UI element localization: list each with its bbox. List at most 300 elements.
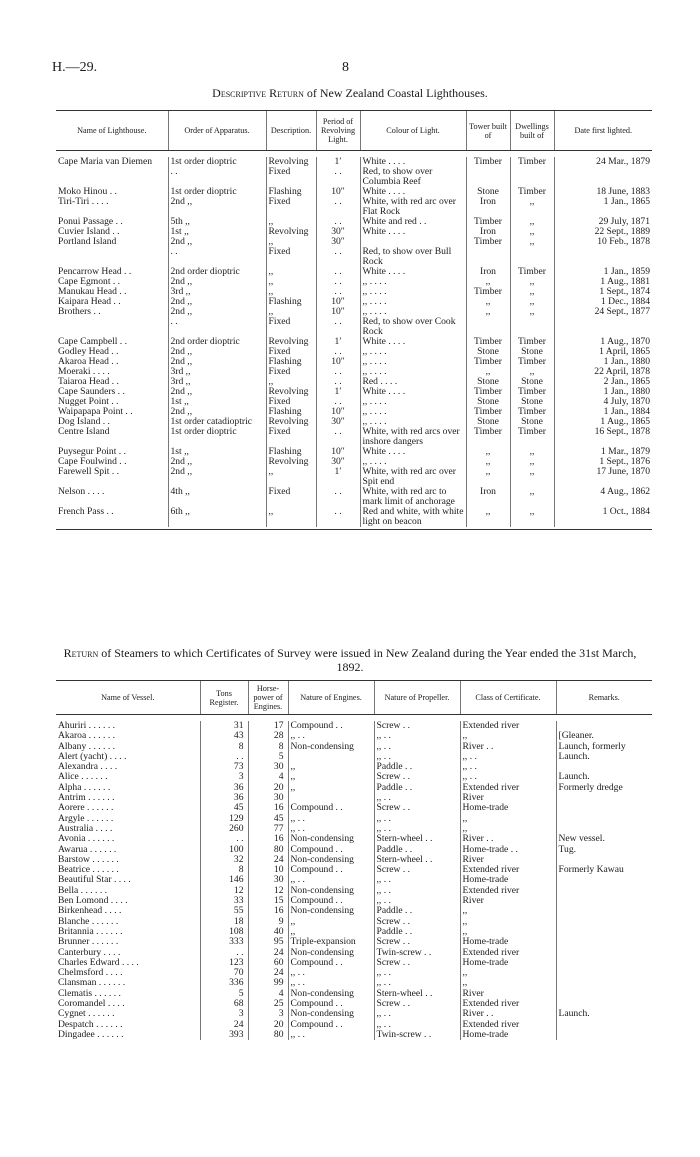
steamer-cell: ,,	[460, 917, 556, 927]
lighthouse-row	[56, 397, 652, 407]
lighthouse-cell: 5th ,,	[168, 217, 266, 227]
lighthouse-cell: Revolving	[266, 157, 316, 167]
steamer-cell: ,, . .	[288, 731, 374, 741]
steamer-cell: Ahuriri . . . . . .	[58, 720, 116, 731]
steamer-cell: Alert (yacht) . . . .	[58, 750, 127, 762]
steamer-cell: 40	[248, 927, 288, 937]
steamer-cell: Non-condensing	[288, 989, 374, 999]
lighthouse-cell: Timber	[466, 157, 510, 167]
lighthouse-cell: ,,	[266, 377, 316, 387]
steamer-cell: Bella . . . . . .	[58, 884, 108, 896]
lighthouse-cell: Portland Island	[58, 236, 117, 247]
steamer-cell: Home-trade	[460, 958, 556, 968]
lighthouse-cell	[56, 167, 168, 187]
lighthouse-cell: 30″	[316, 417, 360, 427]
lighthouse-cell: ,, . . . .	[360, 397, 466, 407]
lighthouse-cell: ,,	[266, 467, 316, 487]
steamer-cell: Avonia . . . . . .	[58, 833, 115, 845]
steamer-cell: 5	[200, 989, 248, 999]
lighthouse-cell: Nelson . . . .	[58, 486, 105, 497]
steamer-cell: Twin-screw . .	[374, 1030, 460, 1040]
steamer-cell: Launch, formerly	[556, 742, 652, 752]
steamer-cell: Birkenhead . . . .	[58, 905, 122, 917]
lighthouse-cell: 10 Feb., 1878	[554, 237, 652, 247]
lighthouse-cell: Timber	[510, 337, 554, 347]
steamer-cell: 12	[248, 886, 288, 896]
lighthouse-row	[56, 197, 652, 217]
steamer-cell: River	[460, 855, 556, 865]
steamer-cell: Argyle . . . . . .	[58, 812, 114, 824]
lighthouse-cell: Cuvier Island . .	[58, 226, 120, 237]
lighthouse-cell	[554, 317, 652, 337]
lighthouse-cell: White, with red arc to mark limit of anchorage	[360, 487, 466, 507]
page-number: 8	[342, 60, 349, 75]
steamer-cell: 8	[200, 865, 248, 875]
lighthouse-row	[56, 347, 652, 357]
steamer-cell: 4	[248, 989, 288, 999]
lighthouse-cell: Revolving	[266, 227, 316, 237]
lighthouse-cell: Manukau Head . .	[58, 286, 127, 297]
lighthouse-cell: ,,	[510, 237, 554, 247]
steamer-cell: 129	[200, 814, 248, 824]
lighthouse-cell: 2nd ,,	[168, 197, 266, 217]
page-reference: H.—29.	[52, 60, 98, 75]
lighthouse-cell: Tiri-Tiri . . . .	[58, 196, 109, 207]
lighthouse-cell: 1′	[316, 467, 360, 487]
steamer-cell: Albany . . . . . .	[58, 740, 116, 752]
lighthouse-cell: White, with red arcs over inshore dangers	[360, 427, 466, 447]
lighthouse-cell: 1st order catadioptric	[168, 417, 266, 427]
lighthouse-row	[56, 337, 652, 347]
steamer-cell: Extended river	[460, 721, 556, 731]
steamer-cell: Non-condensing	[288, 906, 374, 916]
lighthouse-cell: Revolving	[266, 457, 316, 467]
steamer-cell: ,,	[288, 917, 374, 927]
lighthouse-cell: 1 Jan., 1859	[554, 267, 652, 277]
lighthouse-cell: 1st order dioptric	[168, 157, 266, 167]
lighthouse-cell: ,,	[266, 307, 316, 317]
lighthouse-row	[56, 307, 652, 317]
lighthouse-cell: 18 June, 1883	[554, 187, 652, 197]
lighthouse-cell: . .	[316, 287, 360, 297]
steamer-cell: ,, . .	[374, 886, 460, 896]
lighthouse-cell: 24 Sept., 1877	[554, 307, 652, 317]
steamer-cell	[556, 978, 652, 988]
steamer-row	[56, 989, 652, 999]
lighthouse-cell: ,, . . . .	[360, 297, 466, 307]
steamer-cell: Antrim . . . . . .	[58, 792, 115, 804]
lighthouse-row	[56, 467, 652, 487]
lighthouse-cell: ,,	[510, 287, 554, 297]
column-header: Order of Apparatus.	[168, 111, 266, 151]
lighthouse-cell: . .	[316, 247, 360, 267]
lighthouse-cell: 4 Aug., 1862	[554, 487, 652, 507]
lighthouse-cell: Taiaroa Head . .	[58, 376, 119, 387]
steamer-cell: 100	[200, 845, 248, 855]
steamer-cell: Compound . .	[288, 896, 374, 906]
lighthouse-cell	[510, 167, 554, 187]
lighthouse-cell: ,,	[510, 367, 554, 377]
lighthouse-cell: 22 Sept., 1889	[554, 227, 652, 237]
lighthouse-cell: Godley Head . .	[58, 346, 119, 357]
lighthouse-cell: Stone	[510, 397, 554, 407]
lighthouse-cell: Fixed	[266, 367, 316, 377]
lighthouse-cell: Revolving	[266, 417, 316, 427]
lighthouse-cell: . .	[168, 317, 266, 337]
lighthouse-cell: . .	[316, 427, 360, 447]
lighthouse-cell: 2nd ,,	[168, 457, 266, 467]
lighthouse-cell: 2 Jan., 1865	[554, 377, 652, 387]
lighthouse-cell: Centre Island	[58, 426, 110, 437]
lighthouse-cell: 6th ,,	[168, 507, 266, 527]
lighthouse-cell: ,,	[266, 277, 316, 287]
lighthouse-cell: Fixed	[266, 397, 316, 407]
lighthouse-row	[56, 277, 652, 287]
steamer-cell: 77	[248, 824, 288, 834]
lighthouse-cell: Timber	[510, 357, 554, 367]
steamer-row	[56, 783, 652, 793]
lighthouse-cell: Nugget Point . .	[58, 396, 119, 407]
steamer-cell: 73	[200, 762, 248, 772]
lighthouse-cell: ,, . . . .	[360, 347, 466, 357]
lighthouse-cell: 2nd ,,	[168, 467, 266, 487]
steamer-cell: 70	[200, 968, 248, 978]
steamer-cell: Australia . . . .	[58, 822, 113, 834]
steamer-cell: Clansman . . . . . .	[58, 977, 126, 989]
steamer-cell: Paddle . .	[374, 783, 460, 793]
lighthouse-cell: Timber	[510, 427, 554, 447]
lighthouse-cell: Timber	[510, 267, 554, 277]
column-header: Period of Revolving Light.	[316, 111, 360, 151]
lighthouse-cell: Puysegur Point . .	[58, 446, 126, 457]
lighthouse-cell: . .	[168, 167, 266, 187]
steamer-cell: ,,	[460, 906, 556, 916]
steamer-cell: River	[460, 989, 556, 999]
steamer-row	[56, 752, 652, 762]
lighthouse-row	[56, 237, 652, 247]
steamer-cell: ,,	[288, 762, 374, 772]
steamer-cell: Aorere . . . . . .	[58, 802, 114, 814]
lighthouse-cell: ,,	[466, 367, 510, 377]
steamer-cell: Extended river	[460, 1020, 556, 1030]
steamer-cell: Britannia . . . . . .	[58, 925, 123, 937]
lighthouse-cell: Flashing	[266, 297, 316, 307]
lighthouse-cell: ,,	[510, 487, 554, 507]
lighthouse-cell: ,,	[510, 507, 554, 527]
steamer-cell: Paddle . .	[374, 845, 460, 855]
steamer-cell: . .	[200, 948, 248, 958]
steamer-cell: Screw . .	[374, 999, 460, 1009]
steamer-cell: Non-condensing	[288, 855, 374, 865]
steamer-cell: Paddle . .	[374, 762, 460, 772]
lighthouse-cell	[510, 247, 554, 267]
column-header: Class of Certificate.	[460, 681, 556, 715]
lighthouse-cell: . .	[316, 507, 360, 527]
steamer-cell: Launch.	[556, 1009, 652, 1019]
steamer-cell: Stern-wheel . .	[374, 855, 460, 865]
lighthouse-cell: 10″	[316, 407, 360, 417]
lighthouse-cell: 2nd ,,	[168, 277, 266, 287]
steamer-cell: Non-condensing	[288, 948, 374, 958]
steamer-cell: 24	[200, 1020, 248, 1030]
steamer-cell: 24	[248, 948, 288, 958]
lighthouse-cell: 1 Aug., 1881	[554, 277, 652, 287]
steamer-cell	[556, 803, 652, 813]
lighthouse-row	[56, 187, 652, 197]
steamer-cell	[556, 875, 652, 885]
lighthouse-cell: Iron	[466, 267, 510, 277]
steamer-cell: 95	[248, 937, 288, 947]
lighthouse-cell: 2nd ,,	[168, 297, 266, 307]
steamer-cell: ,,	[288, 772, 374, 782]
lighthouse-cell: ,, . . . .	[360, 287, 466, 297]
lighthouse-cell: Iron	[466, 487, 510, 507]
steamer-cell	[556, 896, 652, 906]
column-header: Description.	[266, 111, 316, 151]
column-header: Tons Register.	[200, 681, 248, 715]
steamer-cell: Cygnet . . . . . .	[58, 1008, 115, 1020]
lighthouse-cell: 1 Jan., 1880	[554, 357, 652, 367]
steamer-cell: Clematis . . . . . .	[58, 987, 121, 999]
lighthouse-cell: ,,	[266, 287, 316, 297]
lighthouse-cell: 4 July, 1870	[554, 397, 652, 407]
steamer-cell: Twin-screw . .	[374, 948, 460, 958]
lighthouse-cell: Red and white, with white light on beacon	[360, 507, 466, 527]
steamer-cell: ,, . .	[374, 752, 460, 762]
steamer-cell: Compound . .	[288, 1020, 374, 1030]
lighthouse-cell: ,,	[466, 277, 510, 287]
lighthouse-cell: ,,	[466, 467, 510, 487]
steamer-cell: ,, . .	[374, 968, 460, 978]
steamer-cell: 30	[248, 793, 288, 803]
lighthouse-cell: 2nd order dioptric	[168, 337, 266, 347]
steamer-cell: 336	[200, 978, 248, 988]
lighthouse-cell: Dog Island . .	[58, 416, 110, 427]
steamer-cell: Screw . .	[374, 803, 460, 813]
lighthouse-cell: ,,	[510, 277, 554, 287]
lighthouse-cell: ,, . . . .	[360, 277, 466, 287]
lighthouse-cell: Fixed	[266, 317, 316, 337]
lighthouse-cell: ,,	[466, 297, 510, 307]
steamer-cell: 146	[200, 875, 248, 885]
steamer-cell: Alpha . . . . . .	[58, 781, 111, 793]
column-header: Name of Lighthouse.	[56, 111, 168, 151]
steamer-cell: Triple-expansion	[288, 937, 374, 947]
lighthouse-cell: 1st ,,	[168, 397, 266, 407]
lighthouse-cell: ,, . . . .	[360, 367, 466, 377]
steamer-cell: Compound . .	[288, 958, 374, 968]
steamer-cell: Stern-wheel . .	[374, 989, 460, 999]
steamer-cell: 68	[200, 999, 248, 1009]
steamer-cell: ,, . .	[374, 978, 460, 988]
lighthouse-cell: ,, . . . .	[360, 357, 466, 367]
steamer-cell: Canterbury . . . .	[58, 946, 121, 958]
steamer-cell: Compound . .	[288, 721, 374, 731]
lighthouse-cell: 1st ,,	[168, 447, 266, 457]
steamer-cell: 20	[248, 1020, 288, 1030]
lighthouse-cell: Stone	[466, 397, 510, 407]
lighthouse-cell: Kaipara Head . .	[58, 296, 121, 307]
lighthouse-cell: Flashing	[266, 407, 316, 417]
steamer-cell: ,, . .	[374, 814, 460, 824]
column-header: Horse-power of Engines.	[248, 681, 288, 715]
lighthouse-cell: Flashing	[266, 357, 316, 367]
lighthouse-cell	[56, 247, 168, 267]
steamer-cell: ,,	[460, 814, 556, 824]
steamer-cell: Launch.	[556, 772, 652, 782]
lighthouse-cell: 29 July, 1871	[554, 217, 652, 227]
lighthouse-cell: 2nd ,,	[168, 237, 266, 247]
steamer-cell	[556, 886, 652, 896]
steamer-cell: 24	[248, 968, 288, 978]
lighthouse-cell: 2nd ,,	[168, 307, 266, 317]
steamer-cell: ,,	[460, 927, 556, 937]
steamer-cell: 3	[200, 1009, 248, 1019]
lighthouse-row	[56, 227, 652, 237]
lighthouse-cell: 10″	[316, 447, 360, 457]
column-header: Dwellings built of	[510, 111, 554, 151]
lighthouse-cell: Cape Maria van Diemen	[58, 156, 153, 167]
lighthouse-cell: Revolving	[266, 387, 316, 397]
steamer-cell: 8	[200, 742, 248, 752]
steamer-cell: Charles Edward . . . .	[58, 956, 139, 968]
lighthouse-cell: 2nd ,,	[168, 387, 266, 397]
lighthouse-cell: ,,	[466, 457, 510, 467]
steamer-cell: 43	[200, 731, 248, 741]
lighthouse-cell: Red, to show over Bull Rock	[360, 247, 466, 267]
lighthouse-row	[56, 387, 652, 397]
steamer-cell: Beatrice . . . . . .	[58, 864, 119, 876]
steamer-cell: 28	[248, 731, 288, 741]
lighthouse-row	[56, 217, 652, 227]
steamer-row	[56, 803, 652, 813]
lighthouse-row	[56, 297, 652, 307]
steamer-cell: 30	[248, 875, 288, 885]
lighthouse-cell: 1 Dec., 1884	[554, 297, 652, 307]
steamer-cell: 36	[200, 793, 248, 803]
steamer-row	[56, 886, 652, 896]
steamer-cell: New vessel.	[556, 834, 652, 844]
lighthouse-cell: Stone	[466, 377, 510, 387]
lighthouse-cell: . .	[316, 217, 360, 227]
steamer-cell: ,,	[460, 968, 556, 978]
lighthouse-row	[56, 267, 652, 277]
steamer-cell: ,, . .	[288, 814, 374, 824]
steamer-cell: Home-trade . .	[460, 845, 556, 855]
steamer-cell: 32	[200, 855, 248, 865]
steamer-cell: 3	[248, 1009, 288, 1019]
steamer-row	[56, 845, 652, 855]
steamer-cell: 15	[248, 896, 288, 906]
steamer-cell: ,, . .	[288, 875, 374, 885]
steamer-cell: Formerly Kawau	[556, 865, 652, 875]
lighthouse-cell: Timber	[466, 287, 510, 297]
steamer-cell: River . .	[460, 1009, 556, 1019]
lighthouses-title-rest: of New Zealand Coastal Lighthouses.	[303, 86, 488, 100]
steamer-cell: Launch.	[556, 752, 652, 762]
lighthouse-cell: ,,	[266, 507, 316, 527]
steamer-cell: Formerly dredge	[556, 783, 652, 793]
lighthouse-cell: ,,	[466, 447, 510, 457]
lighthouse-cell: . .	[316, 377, 360, 387]
lighthouse-cell: 10″	[316, 307, 360, 317]
lighthouse-cell: Timber	[466, 387, 510, 397]
lighthouse-cell: ,,	[466, 507, 510, 527]
steamer-cell: 4	[248, 772, 288, 782]
steamer-cell: Beautiful Star . . . .	[58, 874, 131, 886]
lighthouse-cell: 2nd ,,	[168, 347, 266, 357]
lighthouse-cell: ,,	[266, 217, 316, 227]
lighthouse-cell: 1′	[316, 337, 360, 347]
lighthouse-row	[56, 287, 652, 297]
column-header: Nature of Propeller.	[374, 681, 460, 715]
lighthouse-cell: ,,	[510, 467, 554, 487]
steamer-cell	[556, 937, 652, 947]
steamer-cell: Extended river	[460, 783, 556, 793]
lighthouse-cell: Moeraki . . . .	[58, 366, 110, 377]
steamer-cell: 5	[248, 752, 288, 762]
steamer-cell: Non-condensing	[288, 1009, 374, 1019]
steamer-cell: ,, . .	[460, 752, 556, 762]
lighthouse-cell: Akaroa Head . .	[58, 356, 119, 367]
steamer-cell	[556, 927, 652, 937]
lighthouse-cell: Stone	[510, 377, 554, 387]
steamer-cell: ,, . .	[460, 772, 556, 782]
lighthouse-cell: . .	[316, 167, 360, 187]
lighthouse-cell: Cape Campbell . .	[58, 336, 128, 347]
lighthouse-row	[56, 317, 652, 337]
steamer-cell: ,, . .	[288, 968, 374, 978]
lighthouse-cell: Ponui Passage . .	[58, 216, 123, 227]
steamer-cell: 80	[248, 1030, 288, 1040]
steamer-cell: Awarua . . . . . .	[58, 843, 117, 855]
column-header: Date first lighted.	[554, 111, 652, 151]
lighthouse-cell	[554, 247, 652, 267]
lighthouse-cell: 16 Sept., 1878	[554, 427, 652, 447]
lighthouse-cell: ,,	[510, 447, 554, 457]
steamer-cell: Chelmsford . . . .	[58, 967, 123, 979]
steamer-cell: 393	[200, 1030, 248, 1040]
steamer-cell: ,, . .	[374, 1009, 460, 1019]
lighthouse-row	[56, 367, 652, 377]
lighthouse-cell: . .	[316, 317, 360, 337]
steamer-cell: Alexandra . . . .	[58, 761, 118, 773]
lighthouse-cell: Stone	[466, 347, 510, 357]
lighthouses-title-lead: Descriptive Return	[212, 86, 304, 100]
lighthouse-cell: Cape Saunders . .	[58, 386, 125, 397]
lighthouse-cell: ,,	[510, 197, 554, 217]
lighthouse-cell: 1 Sept., 1876	[554, 457, 652, 467]
steamer-row	[56, 917, 652, 927]
lighthouse-cell: Cape Egmont . .	[58, 276, 121, 287]
lighthouse-cell: . .	[316, 397, 360, 407]
lighthouse-cell: 2nd order dioptric	[168, 267, 266, 277]
lighthouse-cell: Revolving	[266, 337, 316, 347]
steamer-cell: Home-trade	[460, 1030, 556, 1040]
steamer-row	[56, 865, 652, 875]
steamer-cell: 45	[200, 803, 248, 813]
steamer-cell: Extended river	[460, 999, 556, 1009]
lighthouse-cell: White . . . .	[360, 187, 466, 197]
steamer-cell: 33	[200, 896, 248, 906]
lighthouse-cell: 2nd ,,	[168, 357, 266, 367]
steamer-cell: Stern-wheel . .	[374, 834, 460, 844]
steamer-cell: ,, . .	[374, 875, 460, 885]
lighthouse-cell: Timber	[466, 407, 510, 417]
steamer-cell: ,, . .	[374, 793, 460, 803]
steamer-row	[56, 1030, 652, 1040]
steamer-cell: Despatch . . . . . .	[58, 1018, 123, 1030]
